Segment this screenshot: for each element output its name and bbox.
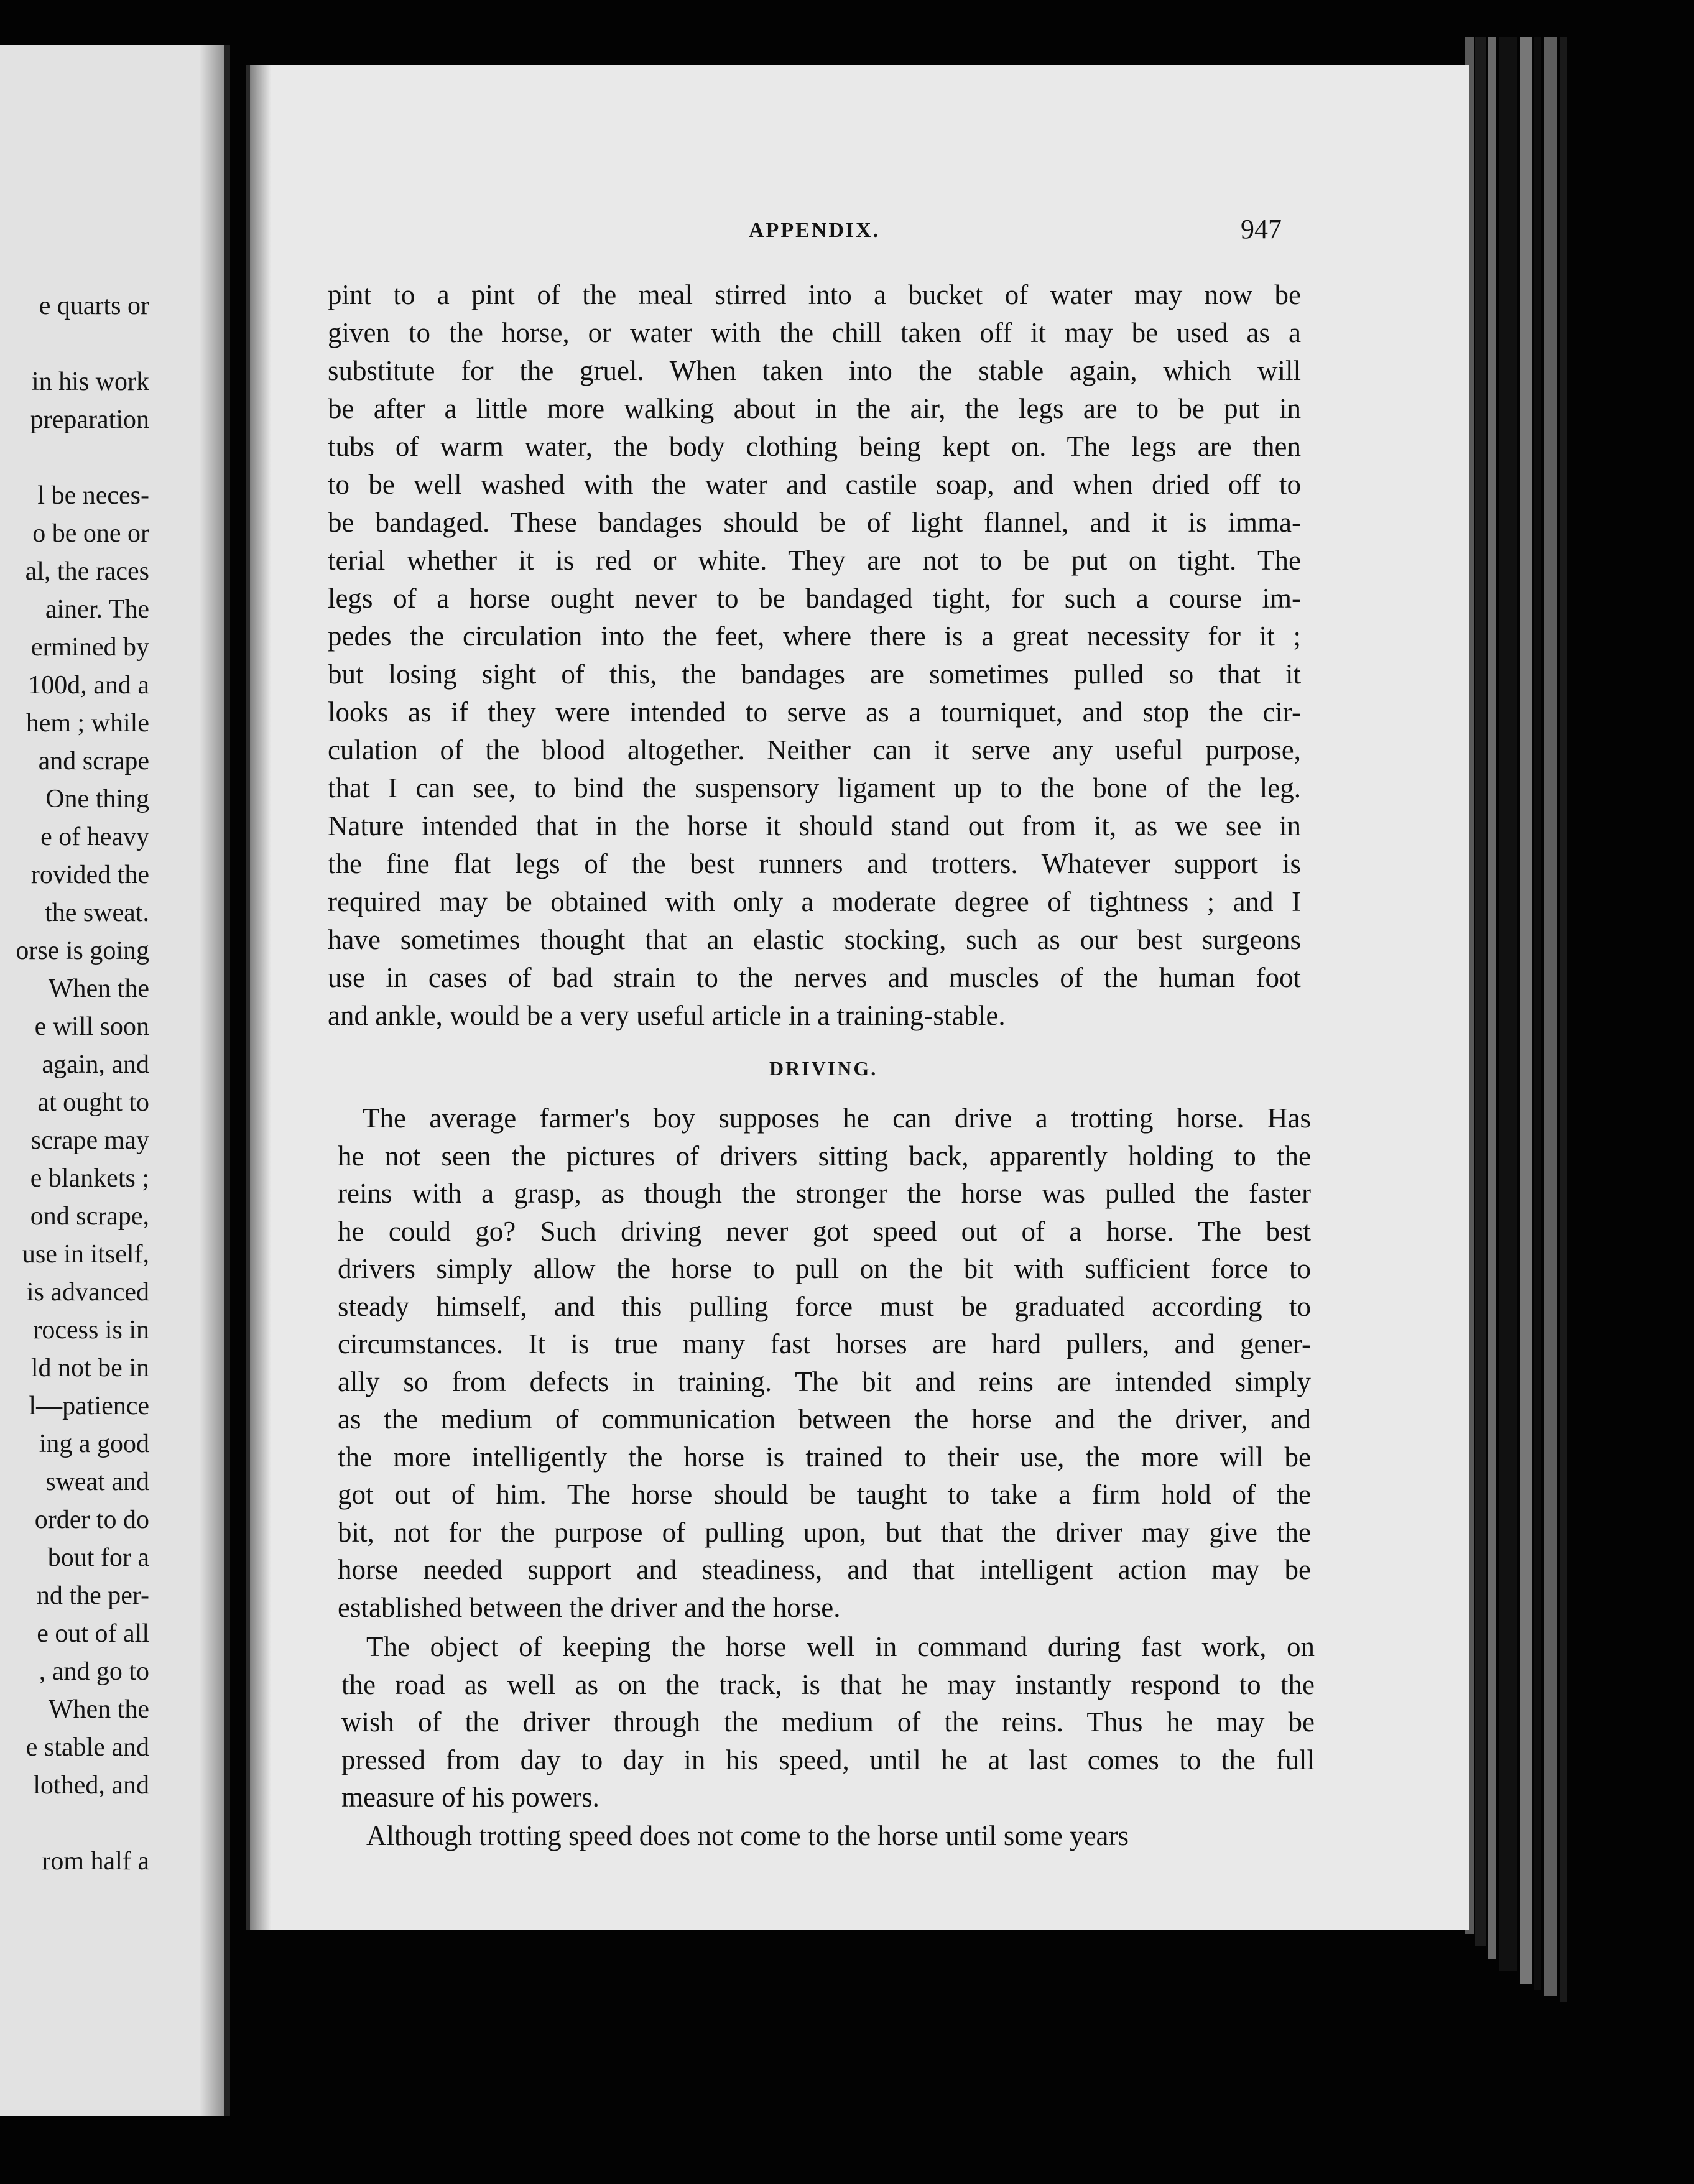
left-page-line: the sweat. [45,899,149,927]
page-edge [1544,37,1557,1996]
left-page-line: ld not be in [30,1354,149,1382]
left-page-line: rom half a [42,1847,149,1876]
left-page-line: nd the per- [36,1581,149,1610]
text-line: as the medium of communication between the horse and the driver, and [338,1404,1311,1435]
text-line: be after a little more walking about in the air, the legs are to be put in [328,393,1301,424]
text-line: Nature intended that in the horse it should stand out from it, as we see in [328,810,1301,841]
left-page-line: ainer. The [45,595,149,624]
left-page-line: e will soon [34,1012,149,1041]
left-page-line: e quarts or [39,292,149,320]
left-page-line: orse is going [16,937,149,965]
left-page-line: rocess is in [33,1316,149,1344]
text-line: given to the horse, or water with the chill taken off it may be used as a [328,317,1301,348]
text-line: the fine flat legs of the best runners and trotters. Whatever support is [328,848,1301,879]
page-shadow [250,65,271,1930]
left-page-line: ond scrape, [30,1202,149,1231]
text-line: required may be obtained with only a moderate degree of tightness ; and I [328,886,1301,917]
text-line: drivers simply allow the horse to pull on the bit with sufficient force to [338,1253,1311,1284]
left-page-line: One thing [45,785,149,813]
page-edge [1534,37,1541,1990]
text-line: pressed from day to day in his speed, until he at last comes to the full [341,1744,1315,1775]
left-page-line: al, the races [25,557,149,586]
left-page-line: at ought to [37,1088,149,1117]
running-head: APPENDIX. [749,219,881,242]
left-page-line: e blankets ; [30,1164,149,1193]
text-line: use in cases of bad strain to the nerves and muscles of the human foot [328,962,1301,993]
text-line: to be well washed with the water and castile soap, and when dried off to [328,469,1301,500]
page-edge [1488,37,1496,1959]
text-line: pint to a pint of the meal stirred into a bucket of water may now be [328,279,1301,310]
left-page-line: scrape may [30,1126,149,1155]
gutter-shadow [199,45,224,2116]
page-edge [1560,37,1567,2002]
left-page-line: When the [48,974,149,1003]
left-page-line: ing a good [39,1430,149,1458]
page-edge [1499,37,1517,1971]
text-line: culation of the blood altogether. Neither can it serve any useful purpose, [328,734,1301,766]
left-page-line: e stable and [25,1733,149,1762]
left-page-line: hem ; while [25,709,149,738]
left-page-line: e out of all [37,1619,149,1648]
text-line: The object of keeping the horse well in command during fast work, on [366,1631,1315,1662]
left-page-line: is advanced [26,1278,149,1307]
text-line: reins with a grasp, as though the stronger the horse was pulled the faster [338,1178,1311,1209]
text-line: pedes the circulation into the feet, where there is a great necessity for it ; [328,621,1301,652]
left-page-line: , and go to [39,1657,149,1686]
text-line: circumstances. It is true many fast horses are hard pullers, and gener- [338,1328,1311,1359]
text-line: got out of him. The horse should be taught to take a firm hold of the [338,1479,1311,1510]
text-line: be bandaged. These bandages should be of light flannel, and it is imma- [328,507,1301,538]
left-page-line: When the [48,1695,149,1724]
page-edge [1520,37,1532,1984]
left-page-line: and scrape [38,747,149,775]
section-heading: DRIVING. [769,1057,878,1080]
left-page-line: rovided the [30,861,149,889]
page-number: 947 [1241,214,1282,244]
text-line: the more intelligently the horse is trained to their use, the more will be [338,1441,1311,1473]
text-line: that I can see, to bind the suspensory ligament up to the bone of the leg. [328,772,1301,803]
text-line: Although trotting speed does not come to the horse until some years [366,1820,1129,1851]
left-facing-page [0,45,230,2116]
left-page-line: l—patience [29,1392,149,1420]
left-page-line: bout for a [47,1543,149,1572]
left-page-line: in his work [32,368,149,396]
left-page-line: again, and [42,1050,149,1079]
page-edge [1475,37,1486,1946]
left-page-line: lothed, and [33,1771,149,1800]
text-line: have sometimes thought that an elastic stocking, such as our best surgeons [328,924,1301,955]
left-page-line: e of heavy [40,823,149,851]
text-line: he could go? Such driving never got speed out of a horse. The best [338,1215,1311,1247]
text-line: looks as if they were intended to serve as a tourniquet, and stop the cir- [328,696,1301,728]
left-page-line: o be one or [32,519,149,548]
text-line: and ankle, would be a very useful article in a training-stable. [328,1000,1006,1031]
left-page-line: preparation [30,405,149,434]
text-line: but losing sight of this, the bandages are sometimes pulled so that it [328,659,1301,690]
text-line: the road as well as on the track, is that he may instantly respond to the [341,1668,1315,1700]
text-line: steady himself, and this pulling force must be graduated according to [338,1290,1311,1322]
text-line: legs of a horse ought never to be bandaged tight, for such a course im- [328,583,1301,614]
text-line: ally so from defects in training. The bit and reins are intended simply [338,1366,1311,1397]
text-line: wish of the driver through the medium of the reins. Thus he may be [341,1706,1315,1737]
left-page-line: l be neces- [37,481,149,510]
left-page-line: ermined by [30,633,149,662]
text-line: substitute for the gruel. When taken into the stable again, which will [328,355,1301,386]
left-page-line: use in itself, [22,1240,149,1269]
left-page-line: sweat and [45,1468,149,1496]
text-line: he not seen the pictures of drivers sitting back, apparently holding to the [338,1140,1311,1172]
text-line: The average farmer's boy supposes he can drive a trotting horse. Has [363,1103,1311,1134]
text-line: bit, not for the purpose of pulling upon, but that the driver may give the [338,1516,1311,1548]
left-page-line: 100d, and a [28,671,149,700]
text-line: established between the driver and the horse. [338,1591,841,1623]
left-page-line: order to do [34,1506,149,1534]
text-line: tubs of warm water, the body clothing being kept on. The legs are then [328,431,1301,462]
text-line: terial whether it is red or white. They are not to be put on tight. The [328,545,1301,576]
text-line: measure of his powers. [341,1782,599,1813]
text-line: horse needed support and steadiness, and that intelligent action may be [338,1554,1311,1585]
